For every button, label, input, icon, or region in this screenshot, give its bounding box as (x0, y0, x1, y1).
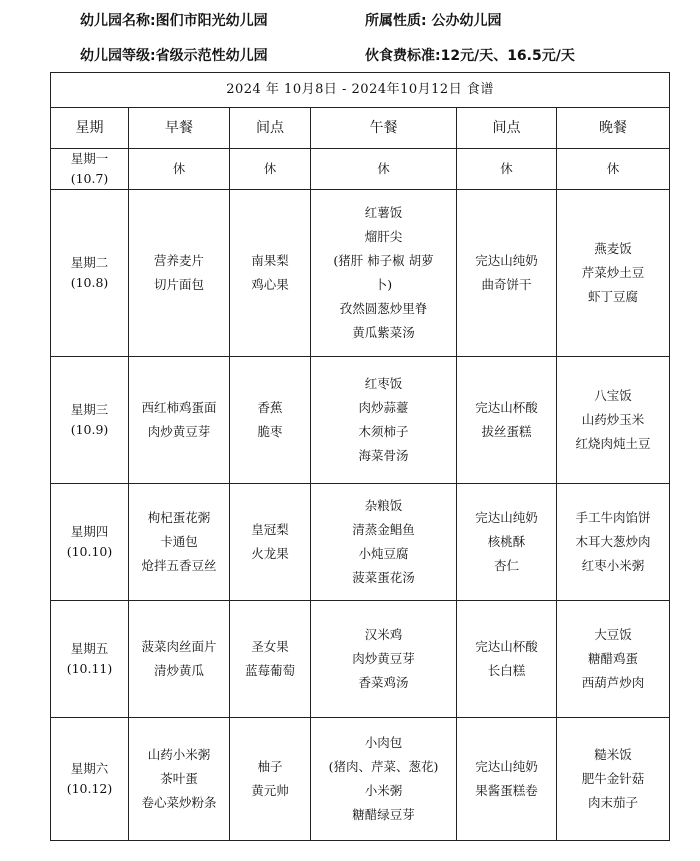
menu-item-text: 西葫芦炒肉 (581, 675, 645, 690)
menu-item-text: 糖醋鸡蛋 (588, 651, 639, 666)
menu-item-text: 茶叶蛋 (160, 771, 198, 786)
menu-item-text: 糖醋绿豆芽 (352, 807, 415, 822)
menu-item-text: 休 (377, 161, 390, 176)
menu-item-text: 星期二 (70, 255, 109, 270)
menu-item-text: 大豆饭 (594, 627, 632, 642)
menu-item-text: 核桃酥 (487, 534, 526, 549)
day-cell (51, 149, 129, 190)
afternoon-snack-cell (457, 190, 557, 357)
menu-item-text: 完达山纯奶 (475, 510, 538, 525)
breakfast-cell (129, 484, 230, 601)
menu-item-text: 黄瓜紫菜汤 (352, 325, 415, 340)
morning-snack-cell (230, 601, 311, 718)
afternoon-snack-cell (457, 601, 557, 718)
menu-item-text: 肉炒蒜薹 (358, 400, 409, 415)
menu-item-text: 糙米饭 (594, 747, 632, 762)
menu-item-text: 皇冠梨 (251, 522, 289, 537)
menu-item-text: 南果梨 (251, 253, 289, 268)
menu-row (51, 484, 670, 601)
menu-item-text: 山药小米粥 (147, 747, 211, 762)
menu-item-text: 小炖豆腐 (358, 546, 409, 561)
menu-title: 2024 年 10月8日 - 2024年10月12日 食谱 (51, 73, 670, 108)
menu-item-text: 星期四 (70, 524, 109, 539)
menu-item-text: (10.7) (70, 171, 109, 186)
menu-item-text: 红薯饭 (364, 205, 403, 220)
afternoon-snack-cell (457, 718, 557, 841)
menu-item-text: 肉末茄子 (588, 795, 639, 810)
lunch-cell (311, 718, 457, 841)
breakfast-cell (129, 718, 230, 841)
menu-item-text: 黄元帅 (251, 783, 289, 798)
menu-item-text: 炝拌五香豆丝 (141, 558, 217, 573)
breakfast-cell (129, 190, 230, 357)
menu-item-text: 木耳大葱炒肉 (575, 534, 651, 549)
weekly-menu-table (50, 72, 670, 841)
col-header-snack-1: 间点 (230, 108, 311, 149)
menu-row (51, 190, 670, 357)
menu-item-text: 枸杞蛋花粥 (147, 510, 211, 525)
menu-item-text: 长白糕 (487, 663, 526, 678)
dinner-cell (557, 190, 670, 357)
morning-snack-cell (230, 718, 311, 841)
lunch-cell (311, 190, 457, 357)
menu-item-text: 木须柿子 (358, 424, 409, 439)
col-header-snack-2: 间点 (457, 108, 557, 149)
morning-snack-cell (230, 357, 311, 484)
menu-item-text: 杂粮饭 (364, 498, 403, 513)
menu-item-text: 完达山纯奶 (475, 253, 538, 268)
afternoon-snack-cell (457, 484, 557, 601)
dinner-cell (557, 601, 670, 718)
menu-item-text: 柚子 (257, 759, 283, 774)
menu-item-text: 营养麦片 (153, 253, 204, 268)
menu-item-text: (10.9) (70, 422, 109, 437)
menu-item-text: 红枣饭 (364, 376, 403, 391)
breakfast-cell (129, 601, 230, 718)
menu-item-text: 卡通包 (160, 534, 198, 549)
column-header-row (51, 108, 670, 149)
menu-item-text: 熘肝尖 (364, 229, 403, 244)
menu-item-text: 休 (500, 161, 513, 176)
menu-item-text: 休 (263, 161, 277, 176)
menu-item-text: 汉米鸡 (364, 627, 403, 642)
menu-item-text: 香蕉 (257, 400, 283, 415)
header-line-1 (0, 10, 700, 32)
menu-item-text: 山药炒玉米 (581, 412, 645, 427)
lunch-cell (311, 357, 457, 484)
dinner-cell (557, 149, 670, 190)
day-cell (51, 601, 129, 718)
menu-item-text: 清炒黄瓜 (153, 663, 204, 678)
menu-title-row (51, 73, 670, 108)
menu-item-text: (猪肝 柿子椒 胡萝 (333, 253, 434, 268)
menu-item-text: 肉炒黄豆芽 (352, 651, 415, 666)
day-cell (51, 484, 129, 601)
menu-row (51, 601, 670, 718)
breakfast-cell (129, 357, 230, 484)
menu-item-text: 孜然圆葱炒里脊 (339, 301, 428, 316)
day-cell (51, 718, 129, 841)
afternoon-snack-cell (457, 357, 557, 484)
menu-item-text: 燕麦饭 (594, 241, 632, 256)
col-header-day: 星期 (51, 108, 129, 149)
menu-item-text: 完达山杯酸 (475, 400, 538, 415)
menu-item-text: 蓝莓葡萄 (244, 663, 295, 678)
menu-item-text: 脆枣 (257, 424, 283, 439)
menu-item-text: (10.11) (66, 661, 113, 676)
menu-item-text: 海菜骨汤 (358, 448, 409, 463)
menu-item-text: (10.12) (66, 781, 113, 796)
menu-item-text: 星期五 (70, 641, 109, 656)
day-cell (51, 357, 129, 484)
menu-row (51, 149, 670, 190)
menu-item-text: 鸡心果 (251, 277, 289, 292)
header-line-2 (0, 45, 700, 67)
menu-item-text: 香菜鸡汤 (358, 675, 409, 690)
menu-item-text: (10.8) (70, 275, 109, 290)
morning-snack-cell (230, 484, 311, 601)
menu-item-text: 曲奇饼干 (481, 277, 532, 292)
menu-item-text: 肉炒黄豆芽 (147, 424, 211, 439)
menu-item-text: 休 (172, 161, 186, 176)
menu-item-text: 红枣小米粥 (581, 558, 645, 573)
menu-item-text: 果酱蛋糕卷 (475, 783, 538, 798)
breakfast-cell (129, 149, 230, 190)
menu-item-text: 星期六 (70, 761, 109, 776)
lunch-cell (311, 484, 457, 601)
menu-item-text: 八宝饭 (594, 388, 632, 403)
menu-item-text: (猪肉、芹菜、葱花) (328, 759, 439, 774)
menu-item-text: (10.10) (66, 544, 113, 559)
col-header-lunch: 午餐 (311, 108, 457, 149)
kindergarten-name: 幼儿园名称:图们市阳光幼儿园 (80, 13, 268, 29)
menu-item-text: 手工牛肉馅饼 (575, 510, 651, 525)
kindergarten-level: 幼儿园等级:省级示范性幼儿园 (80, 48, 268, 64)
col-header-breakfast: 早餐 (129, 108, 230, 149)
menu-item-text: 虾丁豆腐 (588, 289, 639, 304)
morning-snack-cell (230, 149, 311, 190)
morning-snack-cell (230, 190, 311, 357)
menu-item-text: 火龙果 (251, 546, 289, 561)
menu-item-text: 红烧肉炖土豆 (575, 436, 651, 451)
menu-item-text: 星期三 (70, 402, 109, 417)
meal-fee-standard: 伙食费标准:12元/天、16.5元/天 (365, 48, 575, 64)
menu-item-text: 完达山纯奶 (475, 759, 538, 774)
lunch-cell (311, 149, 457, 190)
menu-item-text: 西红柿鸡蛋面 (141, 400, 217, 415)
day-cell (51, 190, 129, 357)
menu-item-text: 完达山杯酸 (475, 639, 538, 654)
menu-item-text: 杏仁 (493, 558, 519, 573)
menu-item-text: 芹菜炒土豆 (581, 265, 645, 280)
menu-item-text: 切片面包 (153, 277, 204, 292)
col-header-dinner: 晚餐 (557, 108, 670, 149)
menu-item-text: 小米粥 (364, 783, 403, 798)
menu-row (51, 357, 670, 484)
dinner-cell (557, 357, 670, 484)
menu-item-text: 圣女果 (251, 639, 289, 654)
menu-item-text: 拔丝蛋糕 (481, 424, 532, 439)
dinner-cell (557, 484, 670, 601)
menu-item-text: 休 (606, 161, 620, 176)
menu-item-text: 卜) (374, 277, 393, 292)
menu-item-text: 肥牛金针菇 (581, 771, 645, 786)
menu-item-text: 清蒸金鲳鱼 (352, 522, 415, 537)
menu-row (51, 718, 670, 841)
menu-item-text: 星期一 (70, 151, 109, 166)
menu-item-text: 卷心菜炒粉条 (141, 795, 217, 810)
menu-item-text: 菠菜肉丝面片 (141, 639, 217, 654)
menu-item-text: 菠菜蛋花汤 (352, 570, 415, 585)
lunch-cell (311, 601, 457, 718)
afternoon-snack-cell (457, 149, 557, 190)
menu-item-text: 小肉包 (364, 735, 403, 750)
kindergarten-nature: 所属性质: 公办幼儿园 (365, 13, 502, 29)
dinner-cell (557, 718, 670, 841)
